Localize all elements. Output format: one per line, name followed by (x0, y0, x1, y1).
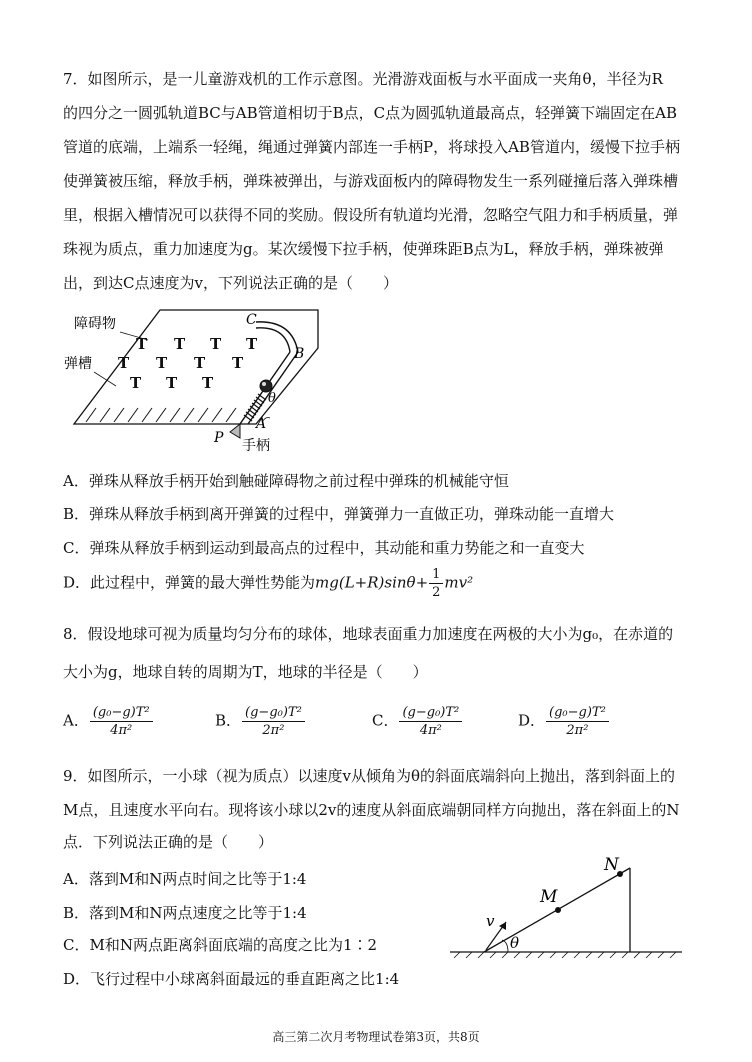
arc-track-bc-inner (256, 328, 290, 352)
q7-option-b[interactable]: B．弹珠从释放手柄到离开弹簧的过程中，弹簧弹力一直做正功，弹珠动能一直增大 (63, 505, 615, 523)
label-n: N (604, 855, 619, 875)
q7-option-d-prefix: D．此过程中，弹簧的最大弹性势能为 (63, 573, 316, 592)
fraction-numerator: (g−g₀)T² (242, 704, 305, 722)
fraction-half (429, 566, 443, 601)
fraction-denominator: 4π² (419, 723, 442, 738)
label-c: C (246, 312, 257, 328)
q7-option-d-tail: mv² (444, 573, 474, 592)
obstacle-mark: T (210, 335, 222, 353)
fraction-numerator: (g₀−g)T² (546, 704, 609, 722)
obstacle-mark: T (232, 354, 244, 372)
label-theta: θ (268, 391, 276, 406)
q9-option-c[interactable]: C．M和N两点距离斜面底端的高度之比为1∶2 (63, 936, 378, 954)
label-b: B (294, 346, 305, 362)
q8-option-d[interactable] (518, 704, 610, 739)
q8-option-c-label: C． (372, 711, 399, 730)
q7-line-5: 里，根据入槽情况可以获得不同的奖励。假设所有轨道均光滑，忽略空气阻力和手柄质量，弹 (63, 206, 679, 224)
obstacle-mark: T (202, 374, 214, 392)
q8-option-c-fraction (399, 704, 462, 739)
velocity-arrowhead (499, 922, 506, 930)
q8-option-d-fraction (546, 704, 609, 739)
q9-line-1: 9．如图所示，一小球（视为质点）以速度v从倾角为θ的斜面底端斜向上抛出，落到斜面上的 (63, 767, 676, 785)
q7-option-c[interactable]: C．弹珠从释放手柄到运动到最高点的过程中，其动能和重力势能之和一直变大 (63, 539, 585, 557)
obstacle-mark: T (166, 374, 178, 392)
label-p: P (214, 430, 224, 446)
q8-option-a-fraction (90, 704, 153, 739)
q8-option-d-label: D． (518, 711, 546, 730)
q9-option-b[interactable]: B．落到M和N两点速度之比等于1:4 (63, 904, 307, 922)
fraction-denominator: 2π² (262, 723, 285, 738)
question-7-stem (63, 62, 693, 300)
fraction-numerator: 1 (429, 566, 443, 584)
q7-game-machine-diagram (60, 306, 340, 456)
q7-line-4: 使弹簧被压缩，释放手柄，弹珠被弹出，与游戏面板内的障碍物发生一系列碰撞后落入弹珠槽 (63, 172, 679, 190)
q7-line-2: 的四分之一圆弧轨道BC与AB管道相切于B点，C点为圆弧轨道最高点，轻弹簧下端固定在AB (63, 104, 677, 122)
q9-option-d[interactable]: D．飞行过程中小球离斜面最远的垂直距离之比1:4 (63, 970, 400, 988)
label-v: v (486, 912, 495, 930)
obstacle-mark: T (130, 374, 142, 392)
ground-hatching (454, 952, 676, 958)
q7-option-d[interactable] (63, 566, 473, 601)
q7-line-3: 管道的底端，上端系一轻绳，绳通过弹簧内部连一手柄P，将球投入AB管道内，缓慢下拉手柄 (63, 138, 680, 156)
point-m (555, 907, 561, 913)
fraction-denominator: 4π² (110, 723, 133, 738)
fraction-denominator: 2π² (566, 723, 589, 738)
label-slot: 弹槽 (64, 356, 92, 372)
fraction-numerator: (g₀−g)T² (90, 704, 153, 722)
obstacle-mark: T (246, 335, 258, 353)
q9-line-2: M点，且速度水平向右。现将该小球以2v的速度从斜面底端朝同样方向抛出，落在斜面上的N (63, 801, 680, 819)
obstacle-mark: T (194, 354, 206, 372)
q8-option-c[interactable] (372, 704, 463, 739)
q7-line-1: 7．如图所示，是一儿童游戏机的工作示意图。光滑游戏面板与水平面成一夹角θ，半径为R (63, 70, 663, 88)
q8-option-a-label: A． (63, 711, 89, 730)
tube-ab-outer (248, 352, 298, 424)
obstacles (118, 335, 258, 392)
page-footer: 高三第二次月考物理试卷第3页，共8页 (272, 1030, 480, 1044)
q8-option-b-label: B． (215, 711, 242, 730)
label-a: A (256, 416, 267, 432)
q7-option-d-expr: mg(L+R)sinθ+ (315, 573, 429, 592)
q7-line-7: 出，到达C点速度为v，下列说法正确的是（ ） (63, 274, 398, 292)
q9-line-3: 点．下列说法正确的是（ ） (63, 833, 274, 851)
obstacle-mark: T (174, 335, 186, 353)
fraction-numerator: (g−g₀)T² (399, 704, 462, 722)
label-obstacle: 障碍物 (74, 316, 116, 332)
fraction-denominator: 2 (432, 585, 441, 600)
q8-line-2: 大小为g，地球自转的周期为T，地球的半径是（ ） (63, 663, 428, 681)
label-m: M (540, 887, 558, 907)
q8-line-1: 8．假设地球可视为质量均匀分布的球体，地球表面重力加速度在两极的大小为g₀，在赤道的 (63, 625, 674, 643)
obstacle-mark: T (156, 354, 168, 372)
slot-hatching (86, 408, 236, 422)
q7-line-6: 珠视为质点，重力加速度为g。某次缓慢下拉手柄，使弹珠距B点为L，释放手柄，弹珠被弹 (63, 240, 664, 258)
q9-option-a[interactable]: A．落到M和N两点时间之比等于1:4 (63, 870, 307, 888)
q8-option-a[interactable] (63, 704, 154, 739)
obstacle-mark: T (136, 335, 148, 353)
label-handle: 手柄 (242, 438, 270, 454)
q7-option-a[interactable]: A．弹珠从释放手柄开始到触碰障碍物之前过程中弹珠的机械能守恒 (63, 472, 509, 490)
label-theta-incline: θ (510, 934, 520, 952)
handle-p (230, 424, 240, 438)
arc-track-bc (256, 322, 298, 352)
q8-option-b-fraction (242, 704, 305, 739)
q9-incline-diagram (446, 850, 686, 965)
obstacle-mark: T (118, 354, 130, 372)
q8-option-b[interactable] (215, 704, 306, 739)
